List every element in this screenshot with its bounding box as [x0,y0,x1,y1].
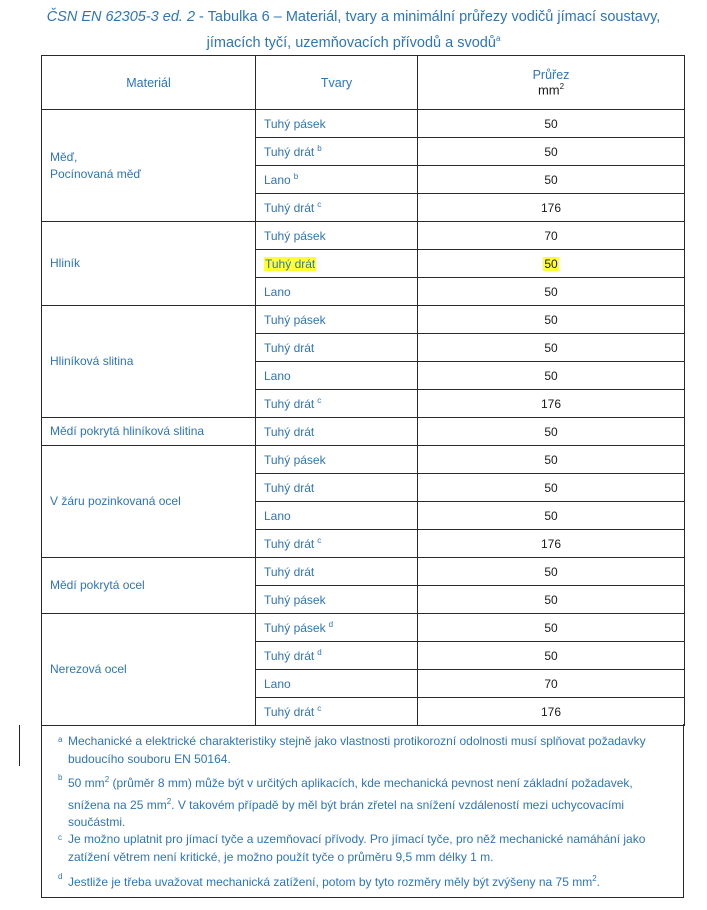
shape-cell: Tuhý pásek [256,446,418,474]
footnote-ref: c [317,200,322,209]
shape-cell: Tuhý pásek [256,306,418,334]
cross-section-cell: 50 [418,362,685,390]
cross-section-cell: 50 [418,474,685,502]
material-cell: Hliník [42,222,256,306]
title-footnote-mark: a [495,34,501,43]
table-body [42,110,685,726]
shape-cell: Lano [256,362,418,390]
cross-section-cell: 50 [418,614,685,642]
shape-cell: Tuhý drát [256,474,418,502]
shape-cell: Tuhý pásek [256,586,418,614]
material-cell: Nerezová ocel [42,614,256,726]
shape-cell: Tuhý drát $^d$ [256,642,418,670]
table-row [42,614,685,642]
standard-designation: ČSN EN 62305-3 ed. 2 [46,9,196,25]
header-shapes: Tvary [256,56,418,110]
cross-section-cell: 176 [418,530,685,558]
title-line-1: ČSN EN 62305-3 ed. 2 - Tabulka 6 – Materiál, tvary a minimální průřezy vodičů jímací soustavy, [46,9,661,25]
footnote-ref: c [317,396,322,405]
shape-cell: Tuhý drát $^c$ [256,698,418,726]
material-cell: Měď, Pocínovaná měď [42,110,256,222]
shape-cell: Tuhý drát $^c$ [256,194,418,222]
cross-section-cell: 176 [418,698,685,726]
cross-section-cell: 50 [418,502,685,530]
cross-section-cell: 50 [418,418,685,446]
shape-cell: Tuhý drát $^b$ [256,138,418,166]
title-line-2: jímacích tyčí, uzemňovacích přívodů a svodů$^a$ [206,34,501,51]
table-row [42,418,685,446]
header-cross-section: Průřez $mm^2$ [418,56,685,110]
table-row [42,306,685,334]
footnote-ref: b [293,172,299,181]
conductor-table [41,55,685,726]
shape-cell: Lano [256,278,418,306]
shape-cell: Lano [256,502,418,530]
cross-section-cell: 50 [418,110,685,138]
material-cell: Mědí pokrytá ocel [42,558,256,614]
shape-cell: Tuhý pásek [256,110,418,138]
cross-section-cell: 50 [418,278,685,306]
table-row [42,558,685,586]
cross-section-cell: 50 [418,306,685,334]
table-row [42,446,685,474]
shape-cell: Tuhý pásek $^d$ [256,614,418,642]
cross-section-cell: 50 [418,334,685,362]
text-cursor [19,725,20,766]
footnote-d: d Jestliže je třeba uvažovat mechanická zatížení, potom by tyto rozměry měly být zvýšeny na 75 $mm^2$. [58,872,601,889]
cross-section-cell: 70 [418,670,685,698]
table-row [42,110,685,138]
table-title [0,6,707,54]
footnotes-box [41,724,684,898]
cross-section-cell: 50 [418,558,685,586]
cross-section-cell: 50 [418,642,685,670]
shape-cell: Tuhý drát $^c$ [256,390,418,418]
shape-cell: Tuhý drát $^c$ [256,530,418,558]
footnote-ref: d [328,620,334,629]
cross-section-cell: 176 [418,194,685,222]
footnote-ref: c [317,536,322,545]
cross-section-cell: 50 [418,250,685,278]
cross-section-cell: 50 [418,166,685,194]
shape-cell: Tuhý drát [256,334,418,362]
cross-section-cell: 50 [418,138,685,166]
shape-cell: Tuhý pásek [256,222,418,250]
footnote-b: b 50 $mm^2$ (průměr 8 mm) může být v určitých aplikacích, kde mechanická pevnost není základní požadavek, snížena na 25 $mm^2$. V takovém případě by měl být brán zřetel na snížení vzdáleností mezi uchycovacími součástmi. [58,773,633,829]
header-unit: $mm^2$ [537,81,565,98]
material-cell: Mědí pokrytá hliníková slitina [42,418,256,446]
footnote-ref: d [317,648,322,657]
header-row [42,56,685,110]
cross-section-cell: 50 [418,586,685,614]
shape-cell: Lano [256,670,418,698]
footnote-a: a Mechanické a elektrické charakteristiky stejně jako vlastnosti protikorozní odolnosti musí splňovat požadavky budoucího souboru EN 50164. [58,734,646,766]
header-material: Materiál [42,56,256,110]
table-row [42,222,685,250]
material-cell: V žáru pozinkovaná ocel [42,446,256,558]
footnote-ref: b [317,144,322,153]
footnote-ref: c [317,704,322,713]
shape-cell: Tuhý drát [256,250,418,278]
material-cell: Hliníková slitina [42,306,256,418]
shape-cell: Lano $^b$ [256,166,418,194]
shape-cell: Tuhý drát [256,558,418,586]
cross-section-cell: 50 [418,446,685,474]
cross-section-cell: 176 [418,390,685,418]
footnote-c: c Je možno uplatnit pro jímací tyče a uzemňovací přívody. Pro jímací tyče, pro něž mechanické namáhání jako zatížení větrem není kritické, je možno použít tyče o průměru 9,5 mm délky 1 m. [58,832,646,864]
cross-section-cell: 70 [418,222,685,250]
shape-cell: Tuhý drát [256,418,418,446]
